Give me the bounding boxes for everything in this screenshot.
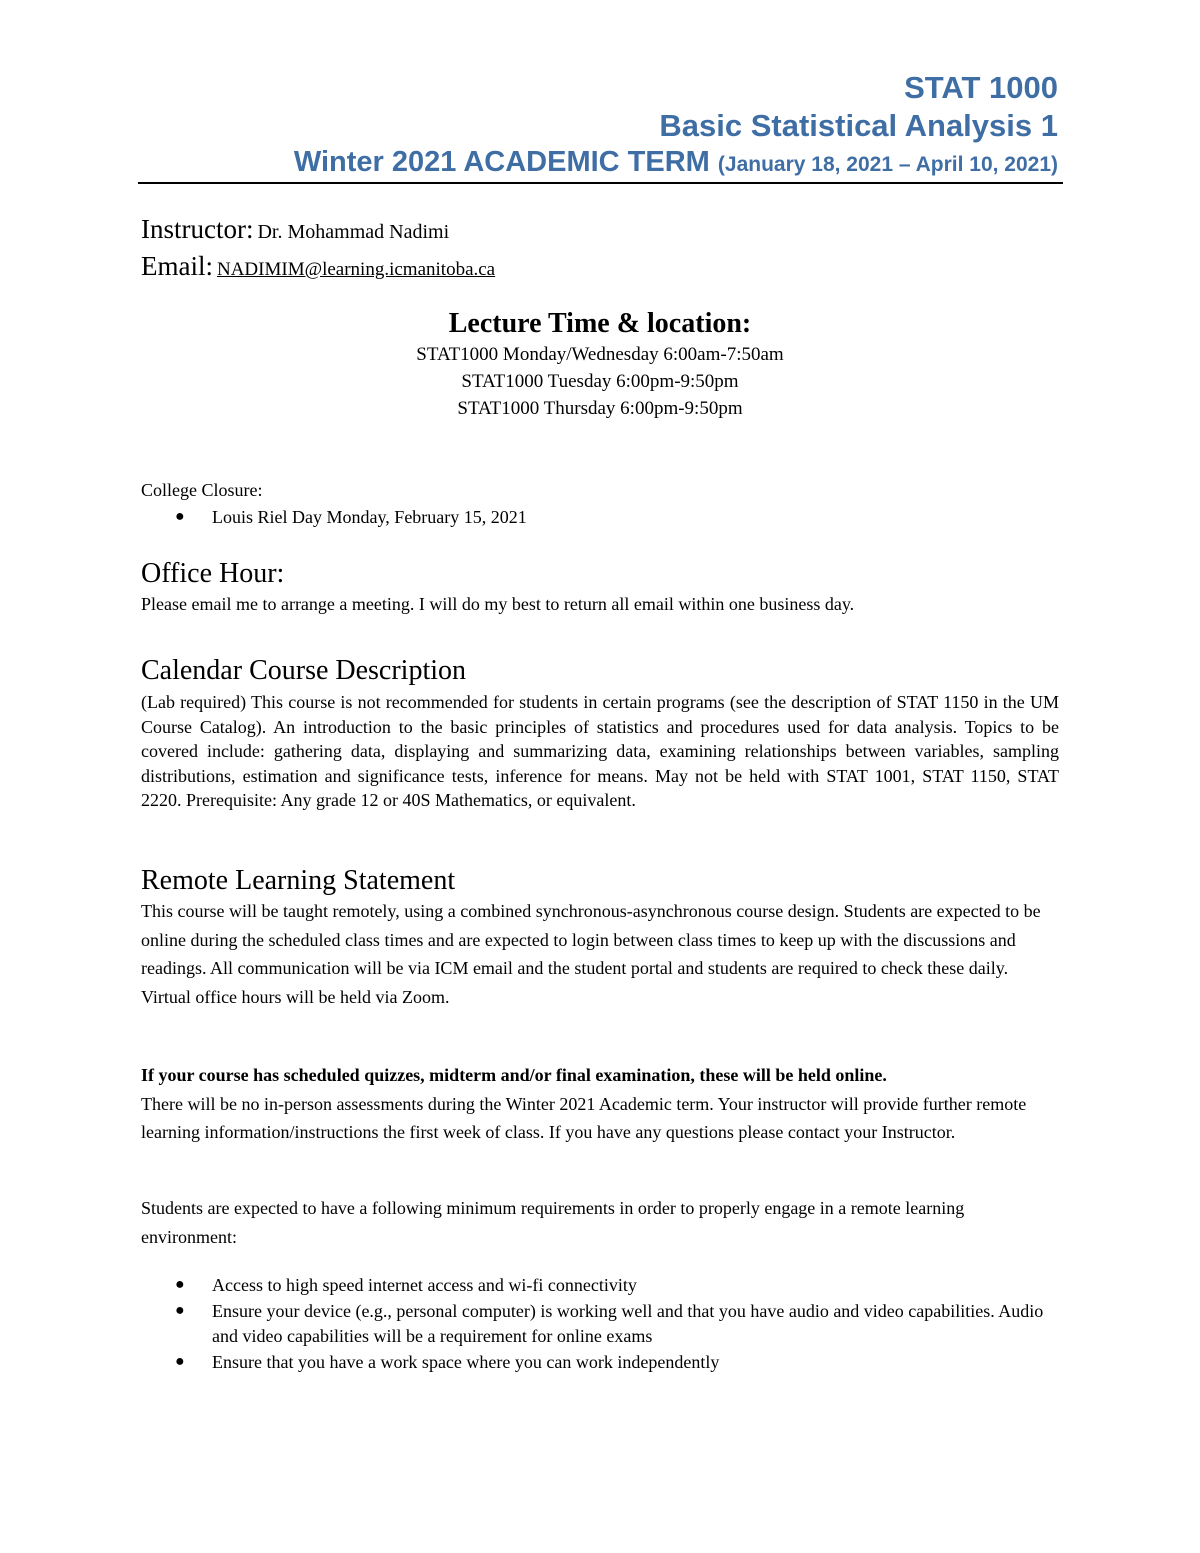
remote-paragraph: This course will be taught remotely, using a combined synchronous-asynchronous course design. Students are expected to be online during the scheduled class times and are expected to login between class times to keep up with the discussions and readings. All communication will be via ICM email and the student portal and students are required to check these daily. Virtual office hours will be held via Zoom.: [141, 901, 1041, 1007]
bullet-icon: ●: [175, 1276, 185, 1293]
instructor-label: Instructor:: [141, 214, 254, 244]
requirement-item: Ensure that you have a work space where you can work independently: [212, 1352, 720, 1372]
lecture-line: STAT1000 Monday/Wednesday 6:00am-7:50am: [416, 344, 784, 365]
instructor-line: [141, 214, 449, 245]
closure-item: Louis Riel Day Monday, February 15, 2021: [212, 507, 527, 527]
term-name: Winter 2021 ACADEMIC TERM: [293, 146, 710, 178]
bullet-icon: ●: [175, 1302, 185, 1319]
instructor-name: Dr. Mohammad Nadimi: [257, 221, 450, 243]
office-hour-heading: Office Hour:: [141, 558, 285, 589]
bullet-icon: ●: [175, 508, 185, 525]
course-code: STAT 1000: [904, 70, 1058, 105]
requirements-intro: Students are expected to have a following minimum requirements in order to properly engage in a remote learning environment:: [141, 1198, 965, 1247]
course-title: Basic Statistical Analysis 1: [659, 108, 1058, 143]
lecture-line: STAT1000 Tuesday 6:00pm-9:50pm: [461, 371, 739, 392]
remote-heading: Remote Learning Statement: [141, 865, 456, 896]
requirement-item: Access to high speed internet access and wi-fi connectivity: [212, 1275, 637, 1295]
requirement-item: Ensure your device (e.g., personal computer) is working well and that you have audio and video capabilities. Audio and video capabilities will be a requirement for online exams: [212, 1301, 1044, 1346]
lecture-line: STAT1000 Thursday 6:00pm-9:50pm: [457, 398, 743, 419]
lecture-heading: Lecture Time & location:: [448, 308, 752, 339]
email-link[interactable]: NADIMIM@learning.icmanitoba.ca: [216, 259, 496, 280]
closure-label: College Closure:: [141, 480, 263, 500]
term-dates: (January 18, 2021 – April 10, 2021): [717, 153, 1058, 176]
email-label: Email:: [141, 251, 213, 281]
email-line: [141, 251, 495, 282]
bullet-icon: ●: [175, 1353, 185, 1370]
term-line: [294, 146, 1058, 179]
calendar-heading: Calendar Course Description: [141, 655, 467, 686]
office-hour-text: Please email me to arrange a meeting. I will do my best to return all email within one business day.: [141, 594, 855, 614]
exam-notice: If your course has scheduled quizzes, midterm and/or final examination, these will be held online.: [141, 1065, 887, 1085]
remote-exam-paragraph: [141, 1061, 1059, 1147]
exam-details: There will be no in-person assessments during the Winter 2021 Academic term. Your instructor will provide further remote learning information/instructions the first week of class. If you have any questions please contact your Instructor.: [141, 1093, 1027, 1142]
calendar-text: (Lab required) This course is not recommended for students in certain programs (see the description of STAT 1150 in the UM Course Catalog). An introduction to the basic principles of statistics and procedures used for data analysis. Topics to be covered include: gathering data, displaying and summarizing data, examining relationships between variables, sampling distributions, estimation and significance tests, inference for means. May not be held with STAT 1001, STAT 1150, STAT 2220. Prerequisite: Any grade 12 or 40S Mathematics, or equivalent.: [141, 692, 1059, 811]
header-divider: [138, 182, 1063, 184]
